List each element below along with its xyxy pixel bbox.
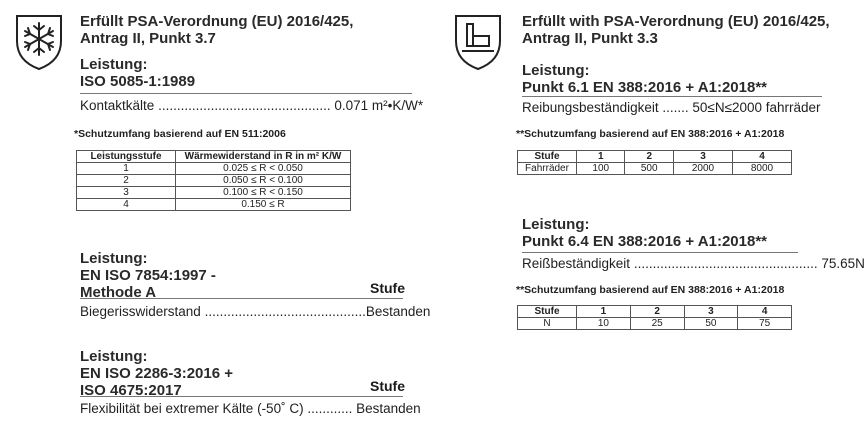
- divider: [522, 96, 822, 97]
- stufe-label: Stufe: [370, 378, 405, 394]
- abrasion-table: [517, 150, 792, 175]
- table-header: Leistungsstufe: [77, 151, 176, 163]
- right-perf2-heading: Leistung: Punkt 6.4 EN 388:2016 + A1:2018**: [522, 216, 768, 250]
- table-row: Fahrräder 100 500 2000 8000: [518, 163, 792, 175]
- divider: [80, 93, 412, 94]
- tear-row: Reißbeständigkeit ................................................. 75.65N: [522, 256, 865, 271]
- abrasion-row: Reibungsbeständigkeit ....... 50≤N≤2000 fahrräder: [522, 100, 821, 115]
- table-row: 4 0.150 ≤ R: [77, 199, 351, 211]
- flex-crack-row: Biegerisswiderstand ...........................................Bestanden: [80, 304, 431, 319]
- cold-flex-row: Flexibilität bei extremer Kälte (-50˚ C) ............ Bestanden: [80, 401, 421, 416]
- mechanical-hammer-shield-icon: [453, 13, 503, 71]
- table-row: N 10 25 50 75: [518, 318, 792, 330]
- thermal-resistance-table: [76, 150, 351, 211]
- left-perf3-heading: Leistung: EN ISO 2286-3:2016 + ISO 4675:2017: [80, 348, 234, 399]
- table-row: 3 0.100 ≤ R < 0.150: [77, 187, 351, 199]
- scope-note: *Schutzumfang basierend auf EN 511:2006: [74, 128, 286, 140]
- right-heading: Erfüllt with PSA-Verordnung (EU) 2016/425, Antrag II, Punkt 3.3: [522, 13, 830, 47]
- right-perf1-heading: Leistung: Punkt 6.1 EN 388:2016 + A1:2018**: [522, 62, 768, 96]
- tear-table: [517, 305, 792, 330]
- left-heading: Erfüllt PSA-Verordnung (EU) 2016/425, Antrag II, Punkt 3.7: [80, 13, 354, 47]
- divider: [80, 298, 403, 299]
- scope-note: **Schutzumfang basierend auf EN 388:2016 + A1:2018: [516, 128, 785, 140]
- table-row: 2 0.050 ≤ R < 0.100: [77, 175, 351, 187]
- contact-cold-row: Kontaktkälte .............................................. 0.071 m²•K/W*: [80, 98, 424, 113]
- left-perf2-heading: Leistung: EN ISO 7854:1997 - Methode A: [80, 250, 216, 301]
- table-header: Wärmewiderstand in R in m² K/W: [176, 151, 351, 163]
- cold-snowflake-shield-icon: [14, 13, 64, 71]
- left-perf1-heading: Leistung: ISO 5085-1:1989: [80, 56, 196, 90]
- divider: [522, 252, 798, 253]
- stufe-label: Stufe: [370, 280, 405, 296]
- divider: [80, 396, 403, 397]
- table-row: Stufe 1 2 3 4: [518, 306, 792, 318]
- table-row: Stufe 1 2 3 4: [518, 151, 792, 163]
- table-row: 1 0.025 ≤ R < 0.050: [77, 163, 351, 175]
- scope-note: **Schutzumfang basierend auf EN 388:2016 + A1:2018: [516, 284, 785, 296]
